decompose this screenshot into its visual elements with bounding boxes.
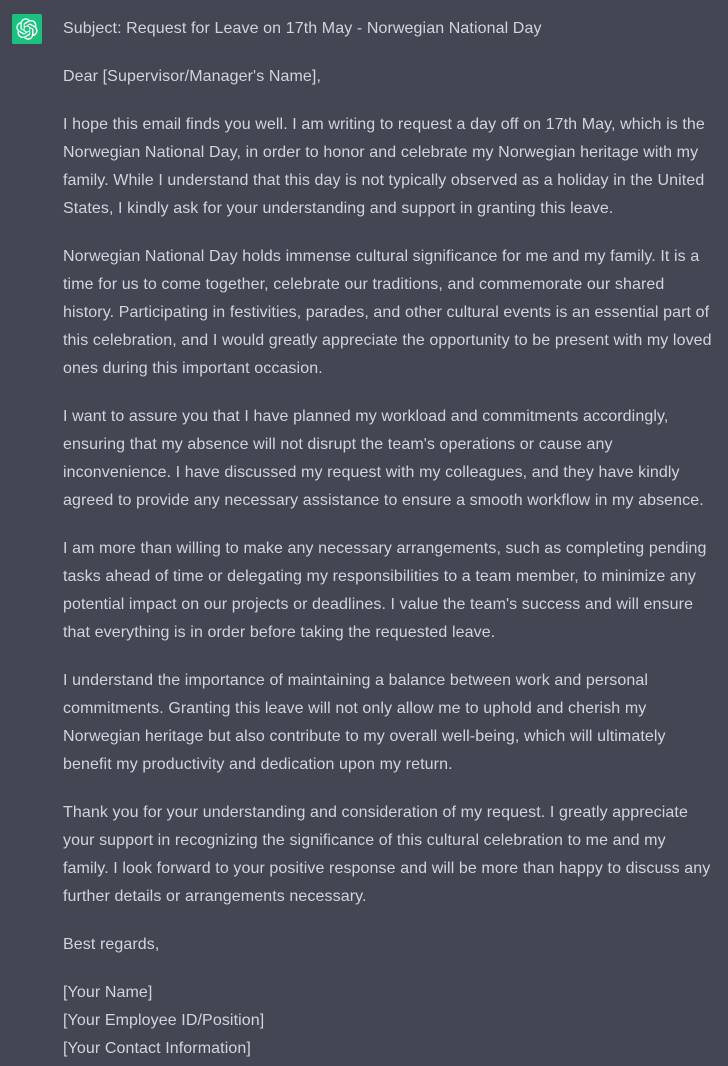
email-body-paragraph: I hope this email finds you well. I am writing to request a day off on 17th May, which is the Norwegian National Day, in order to honor and celebrate my Norwegian heritage with my family. While I understand that this day is not typically observed as a holiday in the United States, I kindly ask for your understanding and support in granting this leave. [63, 116, 705, 217]
email-subject-line: Subject: Request for Leave on 17th May - Norwegian National Day [63, 20, 542, 37]
signature-line-employee-id: [Your Employee ID/Position] [63, 1012, 265, 1029]
email-body-paragraph: I understand the importance of maintaining a balance between work and personal commitments. Granting this leave will not only allow me to uphold and cherish my Norwegian heritage but also contribute to my overall well-being, which will ultimately benefit my productivity and dedication upon my return. [63, 672, 666, 773]
email-signature-block [63, 979, 714, 1063]
email-body-paragraph: Norwegian National Day holds immense cultural significance for me and my family. It is a time for us to come together, celebrate our traditions, and commemorate our shared history. Participating in festivities, parades, and other cultural events is an essential part of this celebration, and I would greatly appreciate the opportunity to be present with my loved ones during this important occasion. [63, 248, 712, 377]
email-greeting: Dear [Supervisor/Manager's Name], [63, 68, 322, 85]
email-body-paragraph: Thank you for your understanding and consideration of my request. I greatly appreciate your support in recognizing the significance of this cultural celebration to me and my family. I look forward to your positive response and will be more than happy to discuss any further details or arrangements necessary. [63, 804, 711, 905]
signature-line-contact: [Your Contact Information] [63, 1040, 251, 1057]
email-body-paragraph: I want to assure you that I have planned my workload and commitments accordingly, ensuring that my absence will not disrupt the team's operations or cause any inconvenience. I have discussed my request with my colleagues, and they have kindly agreed to provide any necessary assistance to ensure a smooth workflow in my absence. [63, 408, 704, 509]
openai-logo-icon [16, 18, 38, 40]
email-closing: Best regards, [63, 936, 160, 953]
assistant-avatar [12, 14, 42, 44]
email-body-paragraph: I am more than willing to make any necessary arrangements, such as completing pending tasks ahead of time or delegating my responsibilities to a team member, to minimize any potential impact on our projects or deadlines. I value the team's success and will ensure that everything is in order before taking the requested leave. [63, 540, 707, 641]
signature-line-name: [Your Name] [63, 984, 153, 1001]
